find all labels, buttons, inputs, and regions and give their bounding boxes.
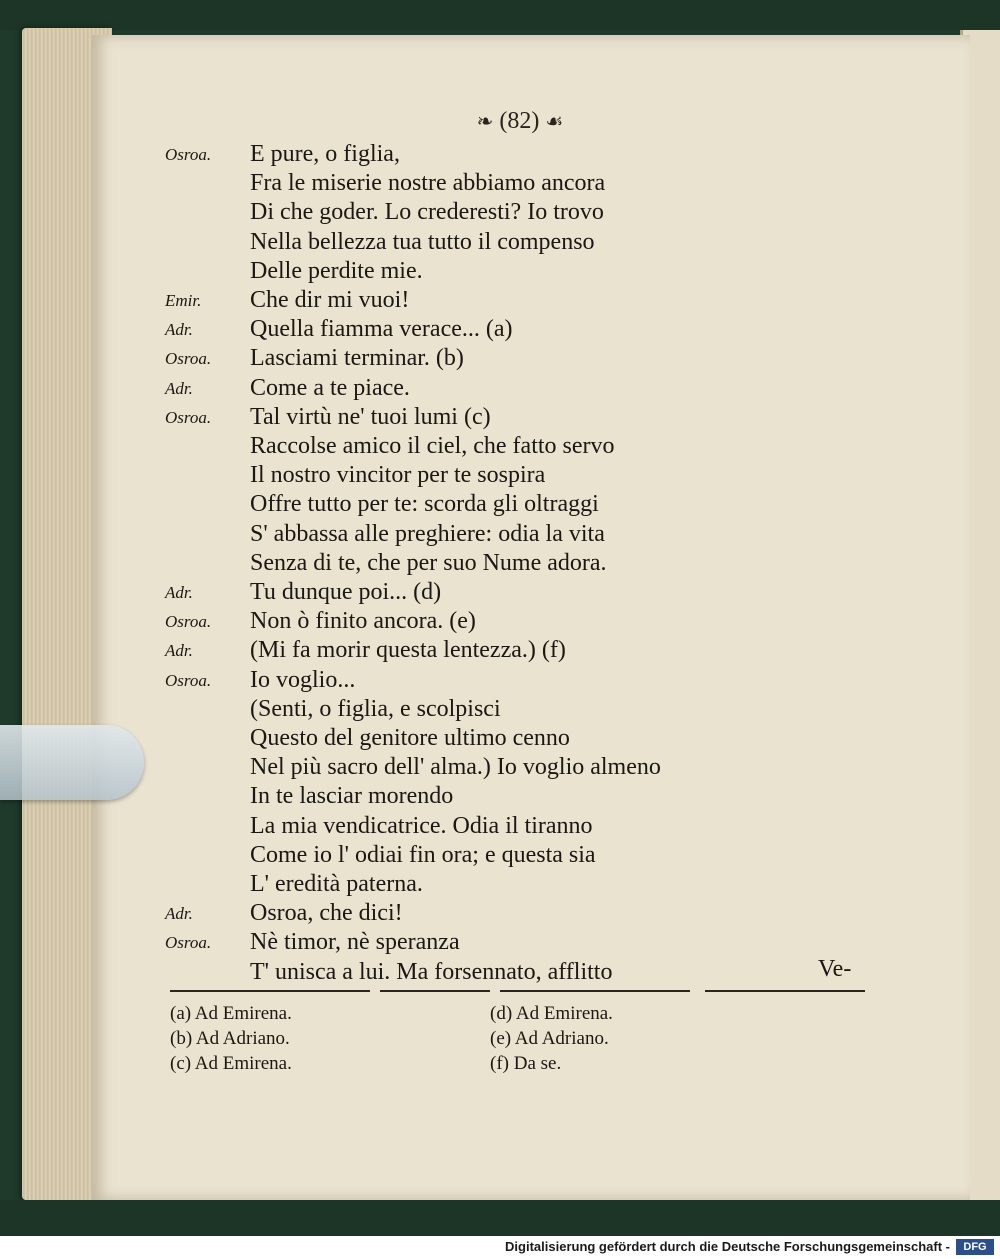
speaker-label: Adr. [165, 320, 193, 339]
footnote-rule [170, 990, 370, 992]
catchword: Ve- [818, 956, 852, 982]
verse-line: Delle perdite mie. [250, 258, 423, 284]
verse-line: Come io l' odiai fin ora; e questa sia [250, 842, 596, 868]
verse-line: Come a te piace. [250, 375, 410, 401]
verse-line: L' eredità paterna. [250, 871, 423, 897]
verse-line: Tal virtù ne' tuoi lumi (c) [250, 404, 491, 430]
footnote-rule [705, 990, 865, 992]
verse-line: In te lasciar morendo [250, 783, 454, 809]
speaker-label: Adr. [165, 641, 193, 660]
ornament-right-icon: ☙ [545, 111, 564, 133]
verse-line: Osroa, che dici! [250, 900, 403, 926]
verse-line: S' abbassa alle preghiere: odia la vita [250, 521, 605, 547]
ornament-left-icon: ❧ [476, 111, 494, 133]
verse-line: Io voglio... [250, 667, 356, 693]
speaker-label: Osroa. [165, 408, 212, 427]
speaker-label: Osroa. [165, 933, 212, 952]
verse-line: La mia vendicatrice. Odia il tiranno [250, 813, 593, 839]
verse-line: Raccolse amico il ciel, che fatto servo [250, 433, 615, 459]
verse-line: Senza di te, che per suo Nume adora. [250, 550, 607, 576]
speaker-label: Osroa. [165, 671, 212, 690]
speaker-label: Osroa. [165, 612, 212, 631]
verse-line: Di che goder. Lo crederesti? Io trovo [250, 199, 604, 225]
bookmark-tab [0, 725, 144, 800]
verse-line: Non ò finito ancora. (e) [250, 608, 476, 634]
footnote-rule [380, 990, 490, 992]
footer-bar [0, 1236, 1000, 1259]
speaker-label: Osroa. [165, 349, 212, 368]
speaker-label: Adr. [165, 379, 193, 398]
verse-line: Questo del genitore ultimo cenno [250, 725, 570, 751]
speaker-label: Osroa. [165, 145, 212, 164]
verse-line: Nella bellezza tua tutto il compenso [250, 229, 595, 255]
verse-line: Fra le miserie nostre abbiamo ancora [250, 170, 606, 196]
verse-line: T' unisca a lui. Ma forsennato, afflitto [250, 959, 613, 985]
footnote: (b) Ad Adriano. [170, 1028, 290, 1049]
verse-line: (Senti, o figlia, e scolpisci [250, 696, 501, 722]
verse-line: Nel più sacro dell' alma.) Io voglio almeno [250, 754, 661, 780]
speaker-label: Adr. [165, 904, 193, 923]
page-number-value: 82 [507, 108, 532, 134]
footnote: (a) Ad Emirena. [170, 1003, 292, 1024]
verse-line: Nè timor, nè speranza [250, 929, 460, 955]
verse-line: (Mi fa morir questa lentezza.) (f) [250, 637, 566, 663]
verse-line: E pure, o figlia, [250, 141, 400, 167]
footnote-rule [500, 990, 690, 992]
speaker-label: Emir. [165, 291, 202, 310]
speaker-label: Adr. [165, 583, 193, 602]
verse-line: Che dir mi vuoi! [250, 287, 410, 313]
verse-line: Quella fiamma verace... (a) [250, 316, 513, 342]
background-top [0, 0, 1000, 30]
footnote: (f) Da se. [490, 1053, 562, 1074]
verse-line: Tu dunque poi... (d) [250, 579, 442, 605]
funding-notice: Digitalisierung gefördert durch die Deutsche Forschungsgemeinschaft - [505, 1239, 950, 1254]
footnote: (c) Ad Emirena. [170, 1053, 292, 1074]
verse-line: Offre tutto per te: scorda gli oltraggi [250, 491, 599, 517]
dfg-logo: DFG [956, 1239, 994, 1255]
footnote: (d) Ad Emirena. [490, 1003, 613, 1024]
verse-line: Lasciami terminar. (b) [250, 345, 464, 371]
page-number: ❧ (82) ☙ [476, 108, 564, 134]
verse-line: Il nostro vincitor per te sospira [250, 462, 546, 488]
footnote: (e) Ad Adriano. [490, 1028, 609, 1049]
